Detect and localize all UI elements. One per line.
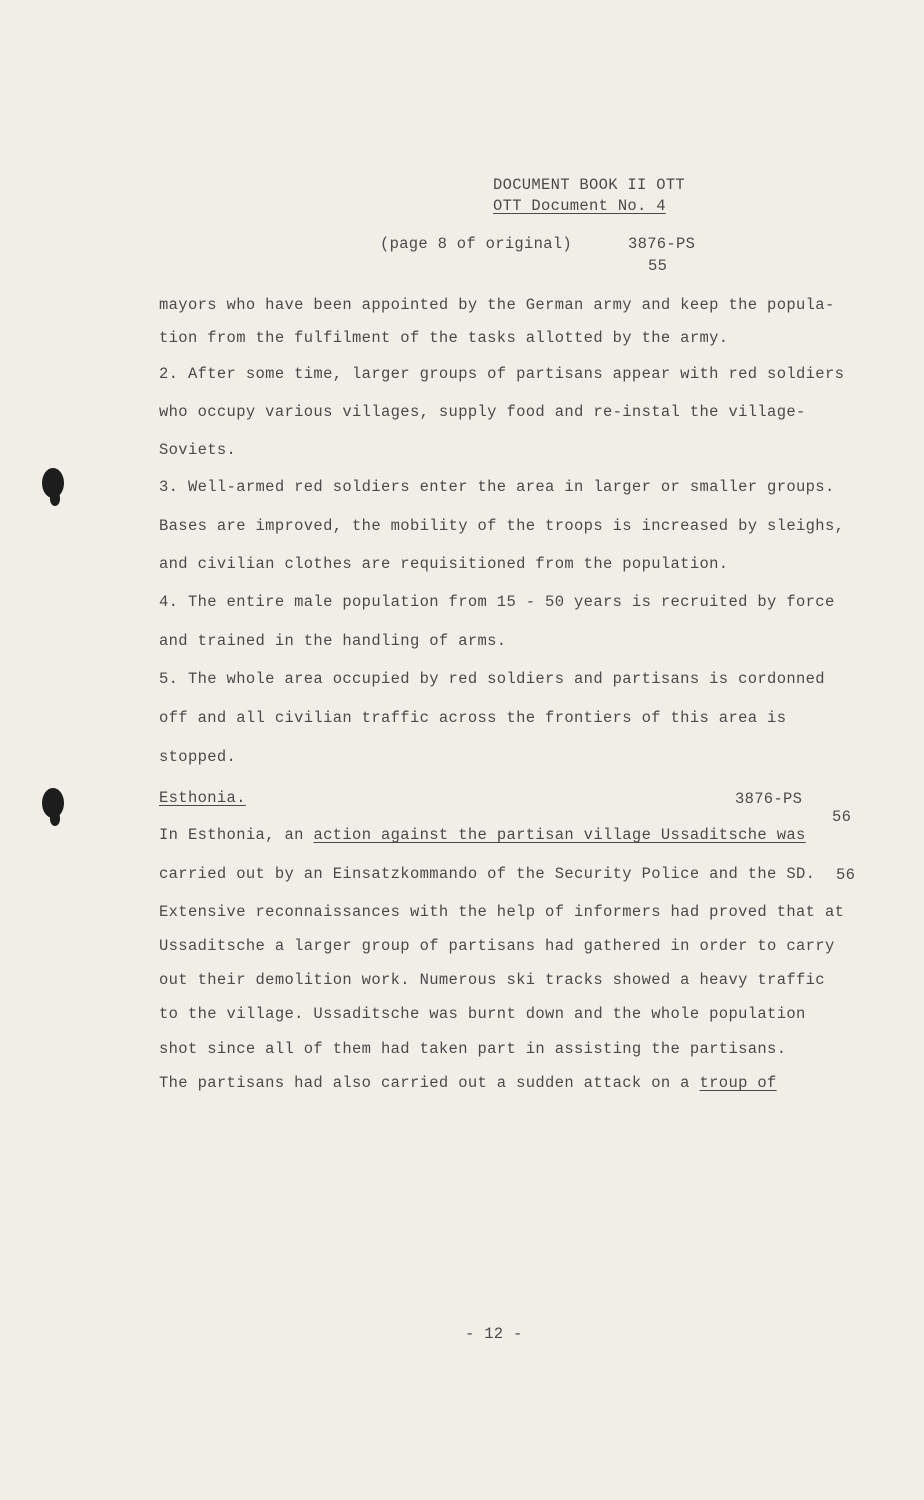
margin-page-number: 56: [836, 866, 856, 884]
underlined-text: troup of: [699, 1074, 777, 1092]
body-line: shot since all of them had taken part in assisting the partisans.: [159, 1040, 787, 1058]
body-line: 4. The entire male population from 15 - 50 years is recruited by force: [159, 593, 835, 611]
body-line: to the village. Ussaditsche was burnt down and the whole population: [159, 1005, 806, 1023]
body-line: stopped.: [159, 748, 237, 766]
page-number-stamp: 55: [648, 257, 668, 275]
underlined-text: action against the partisan village Ussaditsche was: [313, 826, 806, 844]
body-line: off and all civilian traffic across the frontiers of this area is: [159, 709, 787, 727]
body-line: 3. Well-armed red soldiers enter the area in larger or smaller groups.: [159, 478, 835, 496]
body-text: In Esthonia, an: [159, 826, 314, 844]
page-reference: (page 8 of original): [380, 235, 573, 253]
section-heading: Esthonia.: [159, 789, 246, 807]
page-footer-number: - 12 -: [465, 1325, 523, 1343]
section-ps-reference: 3876-PS: [735, 790, 803, 808]
body-line: Bases are improved, the mobility of the troops is increased by sleighs,: [159, 517, 845, 535]
body-line: [159, 826, 806, 844]
body-line: Extensive reconnaissances with the help of informers had proved that at: [159, 903, 845, 921]
body-line: and civilian clothes are requisitioned from the population.: [159, 555, 729, 573]
ps-reference: 3876-PS: [628, 235, 696, 253]
body-line: tion from the fulfilment of the tasks allotted by the army.: [159, 329, 729, 347]
body-line: and trained in the handling of arms.: [159, 632, 507, 650]
body-line: out their demolition work. Numerous ski tracks showed a heavy traffic: [159, 971, 825, 989]
binder-hole-lower: [42, 788, 64, 818]
body-line: Soviets.: [159, 441, 237, 459]
body-text: The partisans had also carried out a sudden attack on a: [159, 1074, 700, 1092]
body-line: Ussaditsche a larger group of partisans had gathered in order to carry: [159, 937, 835, 955]
body-line: 2. After some time, larger groups of partisans appear with red soldiers: [159, 365, 845, 383]
body-line: 5. The whole area occupied by red soldiers and partisans is cordonned: [159, 670, 825, 688]
body-line: [159, 1074, 777, 1092]
document-book-title: DOCUMENT BOOK II OTT: [493, 176, 686, 194]
body-line: who occupy various villages, supply food and re-instal the village-: [159, 403, 806, 421]
binder-hole-upper: [42, 468, 64, 498]
section-page-number: 56: [832, 808, 852, 826]
body-line: carried out by an Einsatzkommando of the Security Police and the SD.: [159, 865, 816, 883]
body-line: mayors who have been appointed by the German army and keep the popula-: [159, 296, 835, 314]
document-number: OTT Document No. 4: [493, 197, 666, 215]
